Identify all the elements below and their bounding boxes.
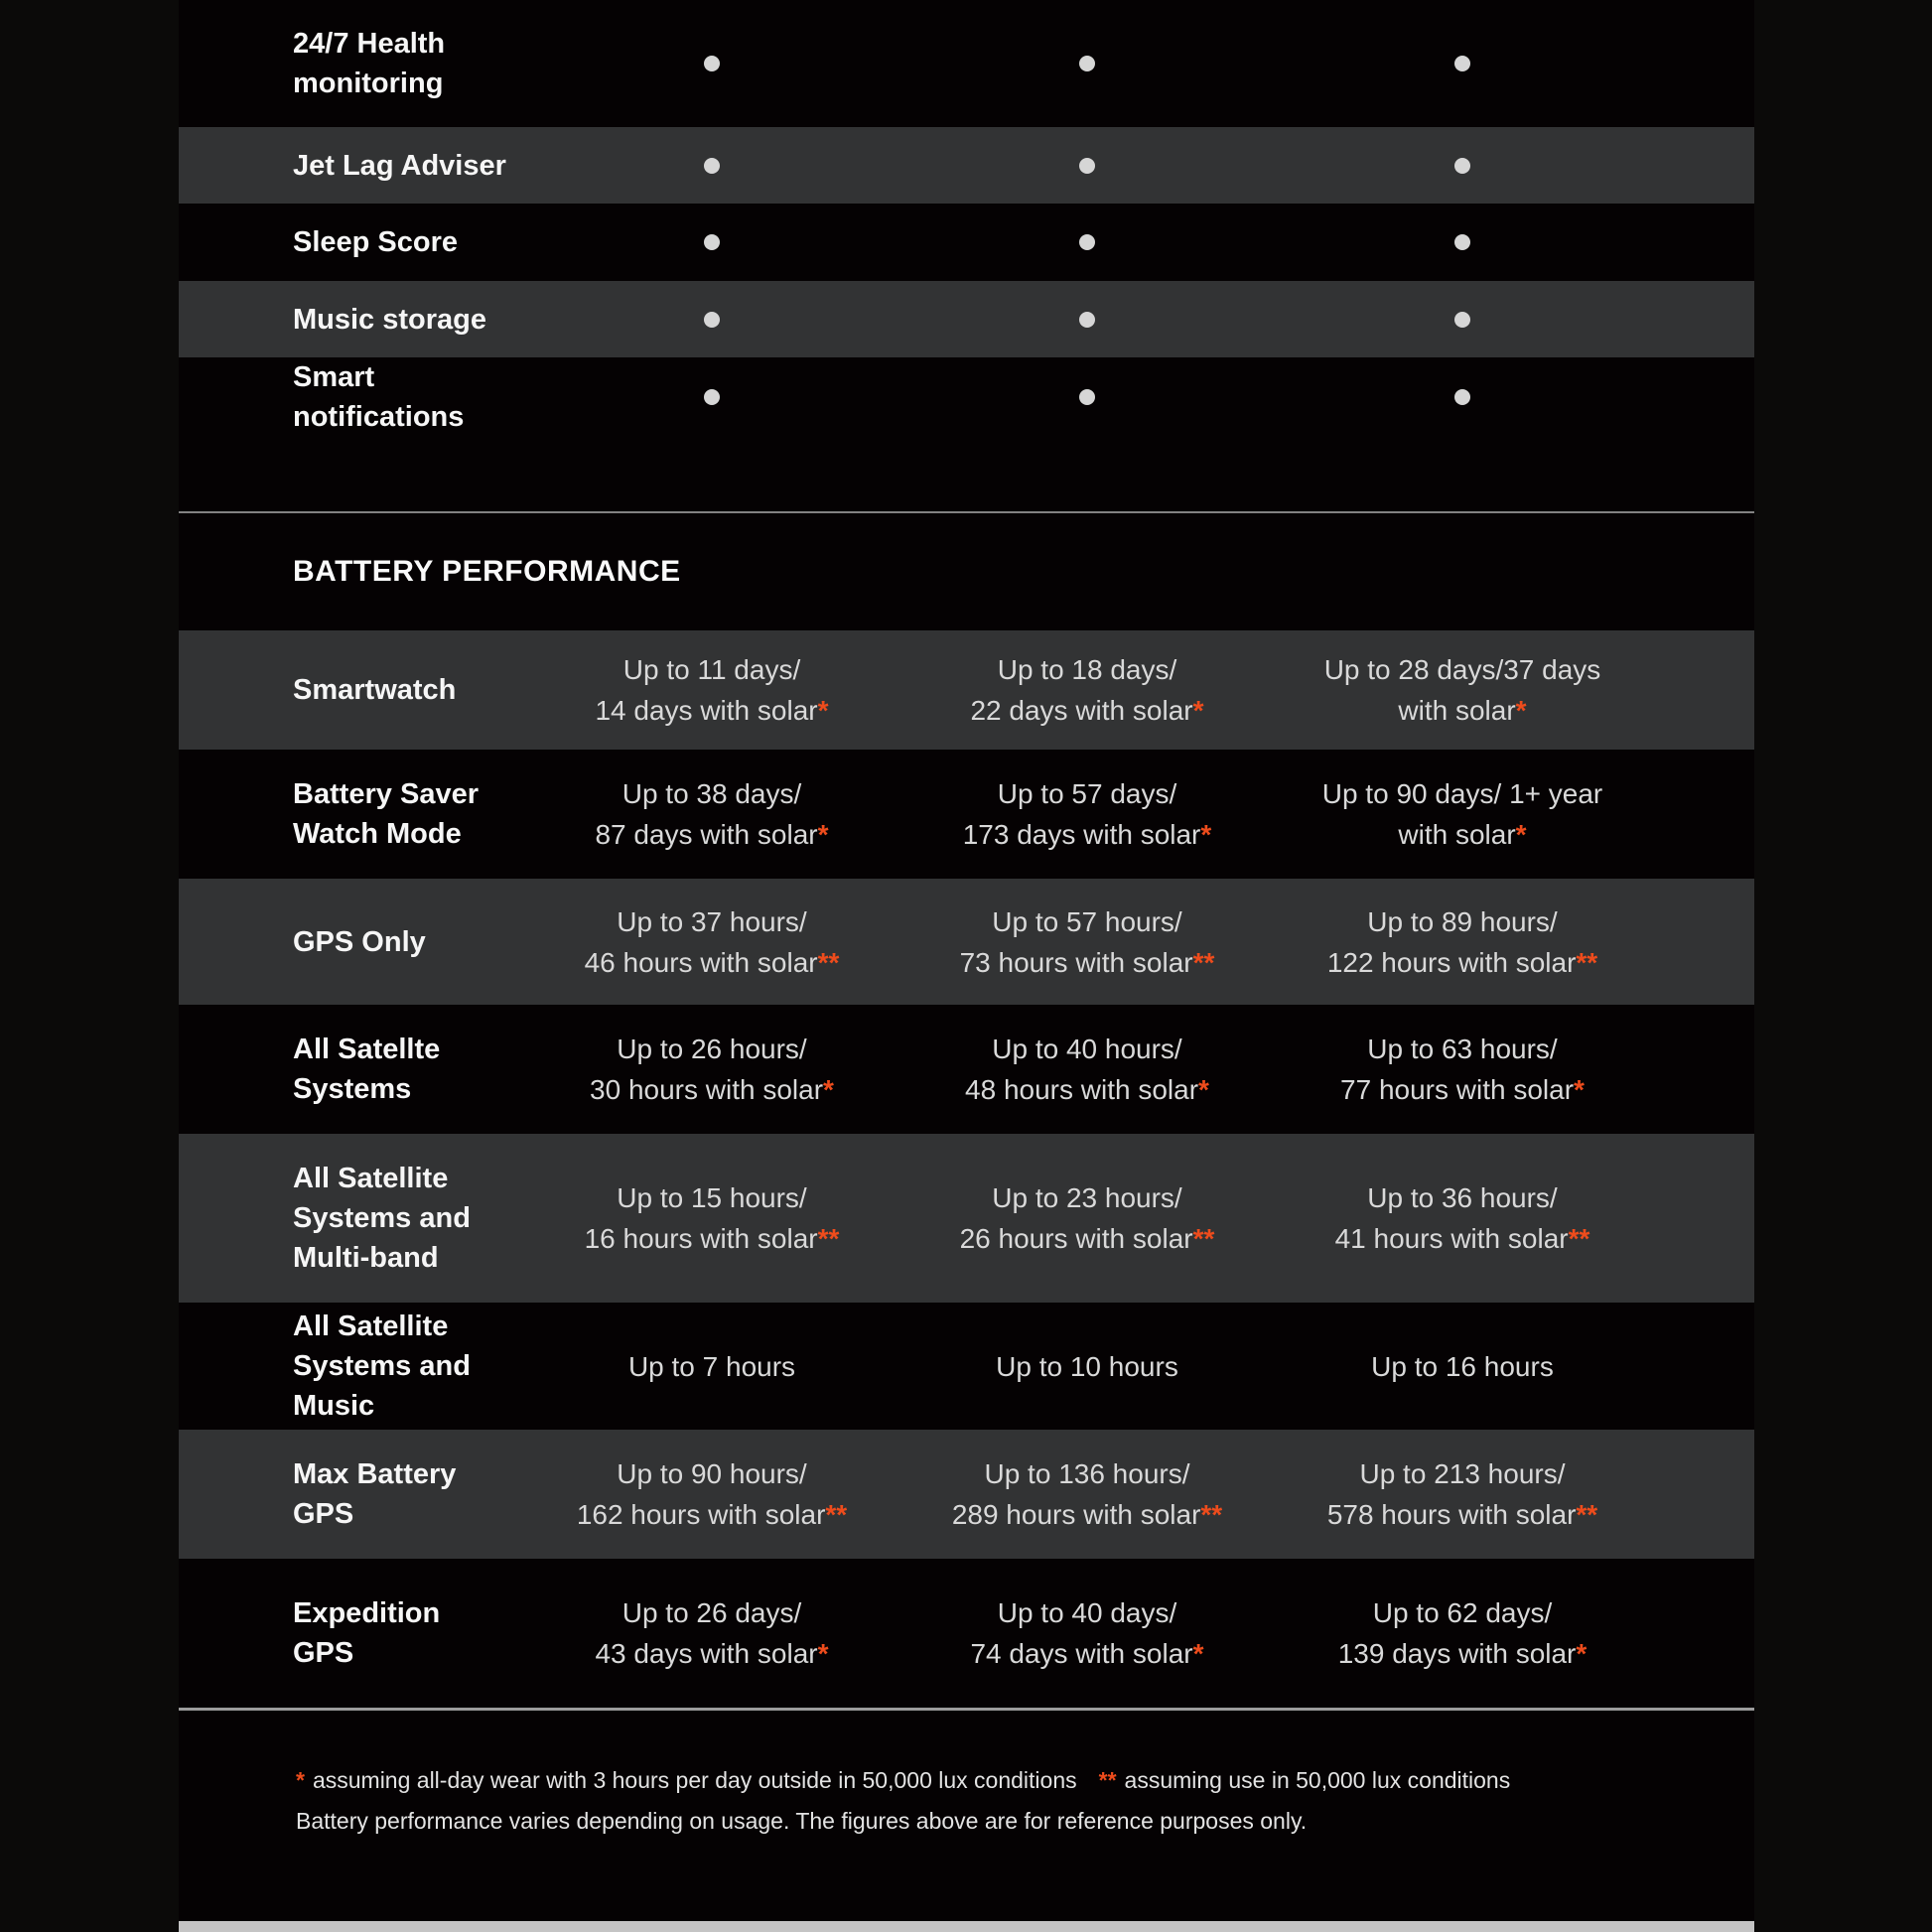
- battery-value-cell: [1275, 901, 1650, 983]
- battery-value-line: 578 hours with solar**: [1326, 1499, 1598, 1530]
- feature-dot-cell: [524, 0, 899, 127]
- battery-value-line: Up to 90 days/ 1+ year: [1321, 778, 1603, 809]
- row-label-line: Systems and: [293, 1202, 471, 1234]
- included-dot-icon: [1454, 234, 1470, 250]
- feature-dot-cell: [1275, 127, 1650, 204]
- solar-condition-asterisk: **: [817, 946, 840, 978]
- battery-value-cell: [899, 1177, 1275, 1259]
- battery-value-cell: [524, 901, 899, 983]
- battery-value-line: 73 hours with solar**: [959, 946, 1215, 978]
- battery-row: [179, 1134, 1754, 1303]
- feature-dot-cell: [524, 357, 899, 437]
- row-label: [293, 1159, 524, 1278]
- battery-value-line: 46 hours with solar**: [584, 946, 840, 978]
- solar-condition-asterisk: *: [1515, 695, 1527, 726]
- row-label: [293, 222, 524, 262]
- row-label-line: GPS: [293, 1498, 354, 1530]
- battery-row: [179, 750, 1754, 879]
- solar-condition-asterisk: **: [1200, 1499, 1223, 1530]
- row-label: [293, 1593, 524, 1673]
- battery-value-line: Up to 62 days/: [1372, 1597, 1553, 1628]
- feature-dot-cell: [1275, 281, 1650, 357]
- footnote-block: [179, 1711, 1754, 1921]
- battery-value-line: 173 days with solar*: [962, 819, 1212, 850]
- included-dot-icon: [1454, 312, 1470, 328]
- battery-value-line: 14 days with solar*: [595, 695, 829, 726]
- feature-dot-cell: [1275, 357, 1650, 437]
- battery-value-line: Up to 136 hours/: [984, 1458, 1190, 1489]
- row-label: [293, 300, 524, 340]
- solar-condition-asterisk: *: [1576, 1638, 1587, 1669]
- battery-value-line: Up to 18 days/: [997, 654, 1177, 685]
- battery-value-line: 162 hours with solar**: [576, 1499, 848, 1530]
- battery-value-line: Up to 57 hours/: [992, 905, 1182, 937]
- asterisk-single-mark: *: [296, 1767, 305, 1793]
- battery-value-line: Up to 63 hours/: [1367, 1034, 1558, 1064]
- battery-value-line: 122 hours with solar**: [1326, 946, 1598, 978]
- battery-value-cell: [1275, 773, 1650, 855]
- battery-value-line: 48 hours with solar*: [965, 1074, 1209, 1105]
- battery-value-line: with solar*: [1398, 819, 1527, 850]
- solar-condition-asterisk: **: [1192, 946, 1215, 978]
- battery-value-cell: [899, 1453, 1275, 1535]
- row-label: [293, 1030, 524, 1109]
- included-dot-icon: [704, 389, 720, 405]
- solar-condition-asterisk: **: [817, 1223, 840, 1254]
- feature-dot-cell: [1275, 0, 1650, 127]
- battery-performance-header-row: [179, 513, 1754, 630]
- included-dot-icon: [704, 234, 720, 250]
- row-label: [293, 24, 524, 103]
- battery-section: [179, 630, 1754, 1708]
- feature-dot-cell: [899, 204, 1275, 281]
- solar-condition-asterisk: **: [1192, 1223, 1215, 1254]
- battery-value-cell: [524, 1177, 899, 1259]
- included-dot-icon: [1079, 389, 1095, 405]
- battery-value-line: Up to 23 hours/: [992, 1182, 1182, 1213]
- row-label-line: Smart notifications: [293, 361, 465, 433]
- features-section: [179, 0, 1754, 434]
- battery-value-line: Up to 11 days/: [622, 654, 801, 685]
- row-label-line: All Satellte: [293, 1034, 441, 1065]
- feature-row: [179, 127, 1754, 204]
- battery-value-line: Up to 89 hours/: [1367, 905, 1558, 937]
- footnote-text-2: assuming use in 50,000 lux conditions: [1124, 1767, 1511, 1793]
- solar-condition-asterisk: *: [1574, 1074, 1585, 1105]
- solar-condition-asterisk: *: [817, 1638, 829, 1669]
- feature-row: [179, 0, 1754, 127]
- feature-row: [179, 357, 1754, 434]
- battery-value-line: Up to 7 hours: [627, 1350, 796, 1382]
- row-label-line: Smartwatch: [293, 674, 457, 706]
- solar-condition-asterisk: *: [817, 819, 829, 850]
- included-dot-icon: [704, 312, 720, 328]
- battery-value-line: Up to 40 hours/: [992, 1034, 1182, 1064]
- included-dot-icon: [704, 56, 720, 71]
- battery-value-line: 43 days with solar*: [595, 1638, 829, 1669]
- included-dot-icon: [1079, 312, 1095, 328]
- row-label-line: Music storage: [293, 303, 486, 336]
- battery-value-cell: [1275, 1453, 1650, 1535]
- feature-dot-cell: [899, 281, 1275, 357]
- row-label-line: Watch Mode: [293, 818, 462, 850]
- row-label: [293, 1307, 524, 1426]
- solar-condition-asterisk: *: [1192, 1638, 1204, 1669]
- row-label-line: Max Battery: [293, 1458, 457, 1490]
- battery-value-cell: [899, 649, 1275, 731]
- row-label-line: 24/7 Health: [293, 28, 446, 60]
- comparison-table-page: [179, 0, 1754, 1932]
- feature-dot-cell: [1275, 204, 1650, 281]
- battery-value-line: 77 hours with solar*: [1340, 1074, 1585, 1105]
- battery-value-line: 41 hours with solar**: [1334, 1223, 1590, 1254]
- battery-row: [179, 630, 1754, 750]
- included-dot-icon: [1079, 158, 1095, 174]
- battery-value-line: Up to 16 hours: [1371, 1350, 1554, 1382]
- battery-value-line: Up to 37 hours/: [617, 905, 807, 937]
- battery-value-line: 139 days with solar*: [1337, 1638, 1587, 1669]
- battery-value-cell: [524, 1029, 899, 1110]
- footnote-line-1: [296, 1764, 1695, 1796]
- battery-value-line: Up to 36 hours/: [1367, 1182, 1558, 1213]
- row-label-line: Multi-band: [293, 1242, 439, 1274]
- feature-dot-cell: [524, 127, 899, 204]
- battery-value-line: Up to 10 hours: [996, 1350, 1178, 1382]
- row-label-line: All Satellite: [293, 1163, 449, 1194]
- solar-condition-asterisk: *: [823, 1074, 834, 1105]
- battery-value-cell: [899, 1346, 1275, 1387]
- battery-value-line: Up to 90 hours/: [617, 1458, 807, 1489]
- row-label-line: Expedition: [293, 1597, 441, 1629]
- feature-dot-cell: [899, 357, 1275, 437]
- battery-value-cell: [524, 1453, 899, 1535]
- battery-value-line: Up to 38 days/: [621, 778, 802, 809]
- solar-condition-asterisk: *: [1200, 819, 1212, 850]
- solar-condition-asterisk: **: [1576, 1499, 1598, 1530]
- included-dot-icon: [1079, 234, 1095, 250]
- battery-value-cell: [899, 1029, 1275, 1110]
- solar-condition-asterisk: *: [1198, 1074, 1209, 1105]
- battery-value-cell: [1275, 649, 1650, 731]
- included-dot-icon: [704, 158, 720, 174]
- battery-value-cell: [1275, 1029, 1650, 1110]
- battery-value-cell: [524, 773, 899, 855]
- included-dot-icon: [1454, 158, 1470, 174]
- row-label: [293, 357, 524, 437]
- row-label: [293, 1454, 524, 1534]
- battery-value-line: 289 hours with solar**: [951, 1499, 1223, 1530]
- battery-value-cell: [524, 1346, 899, 1387]
- footnote-text-1: assuming all-day wear with 3 hours per day outside in 50,000 lux conditions: [312, 1767, 1077, 1793]
- included-dot-icon: [1079, 56, 1095, 71]
- row-label-line: Sleep Score: [293, 226, 459, 258]
- row-label: [293, 146, 524, 186]
- feature-dot-cell: [899, 127, 1275, 204]
- battery-value-line: 26 hours with solar**: [959, 1223, 1215, 1254]
- solar-condition-asterisk: **: [1568, 1223, 1590, 1254]
- battery-value-line: Up to 26 hours/: [617, 1034, 807, 1064]
- row-label-line: Jet Lag Adviser: [293, 149, 506, 182]
- battery-row: [179, 879, 1754, 1005]
- footnote-line-2: Battery performance varies depending on usage. The figures above are for reference purposes only.: [296, 1808, 1308, 1834]
- battery-value-line: 87 days with solar*: [595, 819, 829, 850]
- battery-value-line: Up to 15 hours/: [617, 1182, 807, 1213]
- feature-row: [179, 204, 1754, 281]
- feature-dot-cell: [524, 204, 899, 281]
- asterisk-double-mark: **: [1098, 1767, 1117, 1793]
- solar-condition-asterisk: *: [1515, 819, 1527, 850]
- row-label-line: Systems and Music: [293, 1350, 471, 1422]
- feature-row: [179, 281, 1754, 357]
- row-label-line: All Satellite: [293, 1311, 449, 1342]
- solar-condition-asterisk: *: [817, 695, 829, 726]
- row-label: [293, 670, 524, 710]
- battery-value-line: Up to 28 days/37 days: [1323, 654, 1601, 685]
- battery-value-line: Up to 40 days/: [997, 1597, 1177, 1628]
- row-label-line: Systems: [293, 1073, 412, 1105]
- solar-condition-asterisk: **: [825, 1499, 848, 1530]
- battery-value-line: 74 days with solar*: [970, 1638, 1204, 1669]
- battery-value-cell: [524, 1592, 899, 1674]
- feature-dot-cell: [524, 281, 899, 357]
- battery-value-cell: [1275, 1177, 1650, 1259]
- solar-condition-asterisk: *: [1192, 695, 1204, 726]
- battery-value-cell: [1275, 1346, 1650, 1387]
- battery-value-cell: [899, 1592, 1275, 1674]
- battery-value-line: with solar*: [1398, 695, 1527, 726]
- row-label-line: Battery Saver: [293, 778, 479, 810]
- features-section-spacer: [179, 434, 1754, 511]
- battery-row: [179, 1005, 1754, 1134]
- row-label: [293, 774, 524, 854]
- battery-value-cell: [524, 649, 899, 731]
- battery-row: [179, 1303, 1754, 1430]
- battery-performance-title: BATTERY PERFORMANCE: [293, 555, 681, 588]
- solar-condition-asterisk: **: [1576, 946, 1598, 978]
- next-section-edge-strip: [179, 1921, 1754, 1932]
- row-label-line: GPS: [293, 1637, 354, 1669]
- row-label-line: GPS Only: [293, 925, 426, 958]
- included-dot-icon: [1454, 389, 1470, 405]
- battery-row: [179, 1559, 1754, 1708]
- battery-value-line: 16 hours with solar**: [584, 1223, 840, 1254]
- battery-value-line: Up to 26 days/: [621, 1597, 802, 1628]
- row-label: [293, 922, 524, 962]
- battery-row: [179, 1430, 1754, 1559]
- included-dot-icon: [1454, 56, 1470, 71]
- battery-value-line: Up to 213 hours/: [1359, 1458, 1566, 1489]
- battery-value-line: 30 hours with solar*: [590, 1074, 834, 1105]
- feature-dot-cell: [899, 0, 1275, 127]
- battery-value-line: Up to 57 days/: [997, 778, 1177, 809]
- battery-value-cell: [899, 901, 1275, 983]
- battery-value-line: 22 days with solar*: [970, 695, 1204, 726]
- battery-value-cell: [899, 773, 1275, 855]
- row-label-line: monitoring: [293, 68, 444, 99]
- battery-value-cell: [1275, 1592, 1650, 1674]
